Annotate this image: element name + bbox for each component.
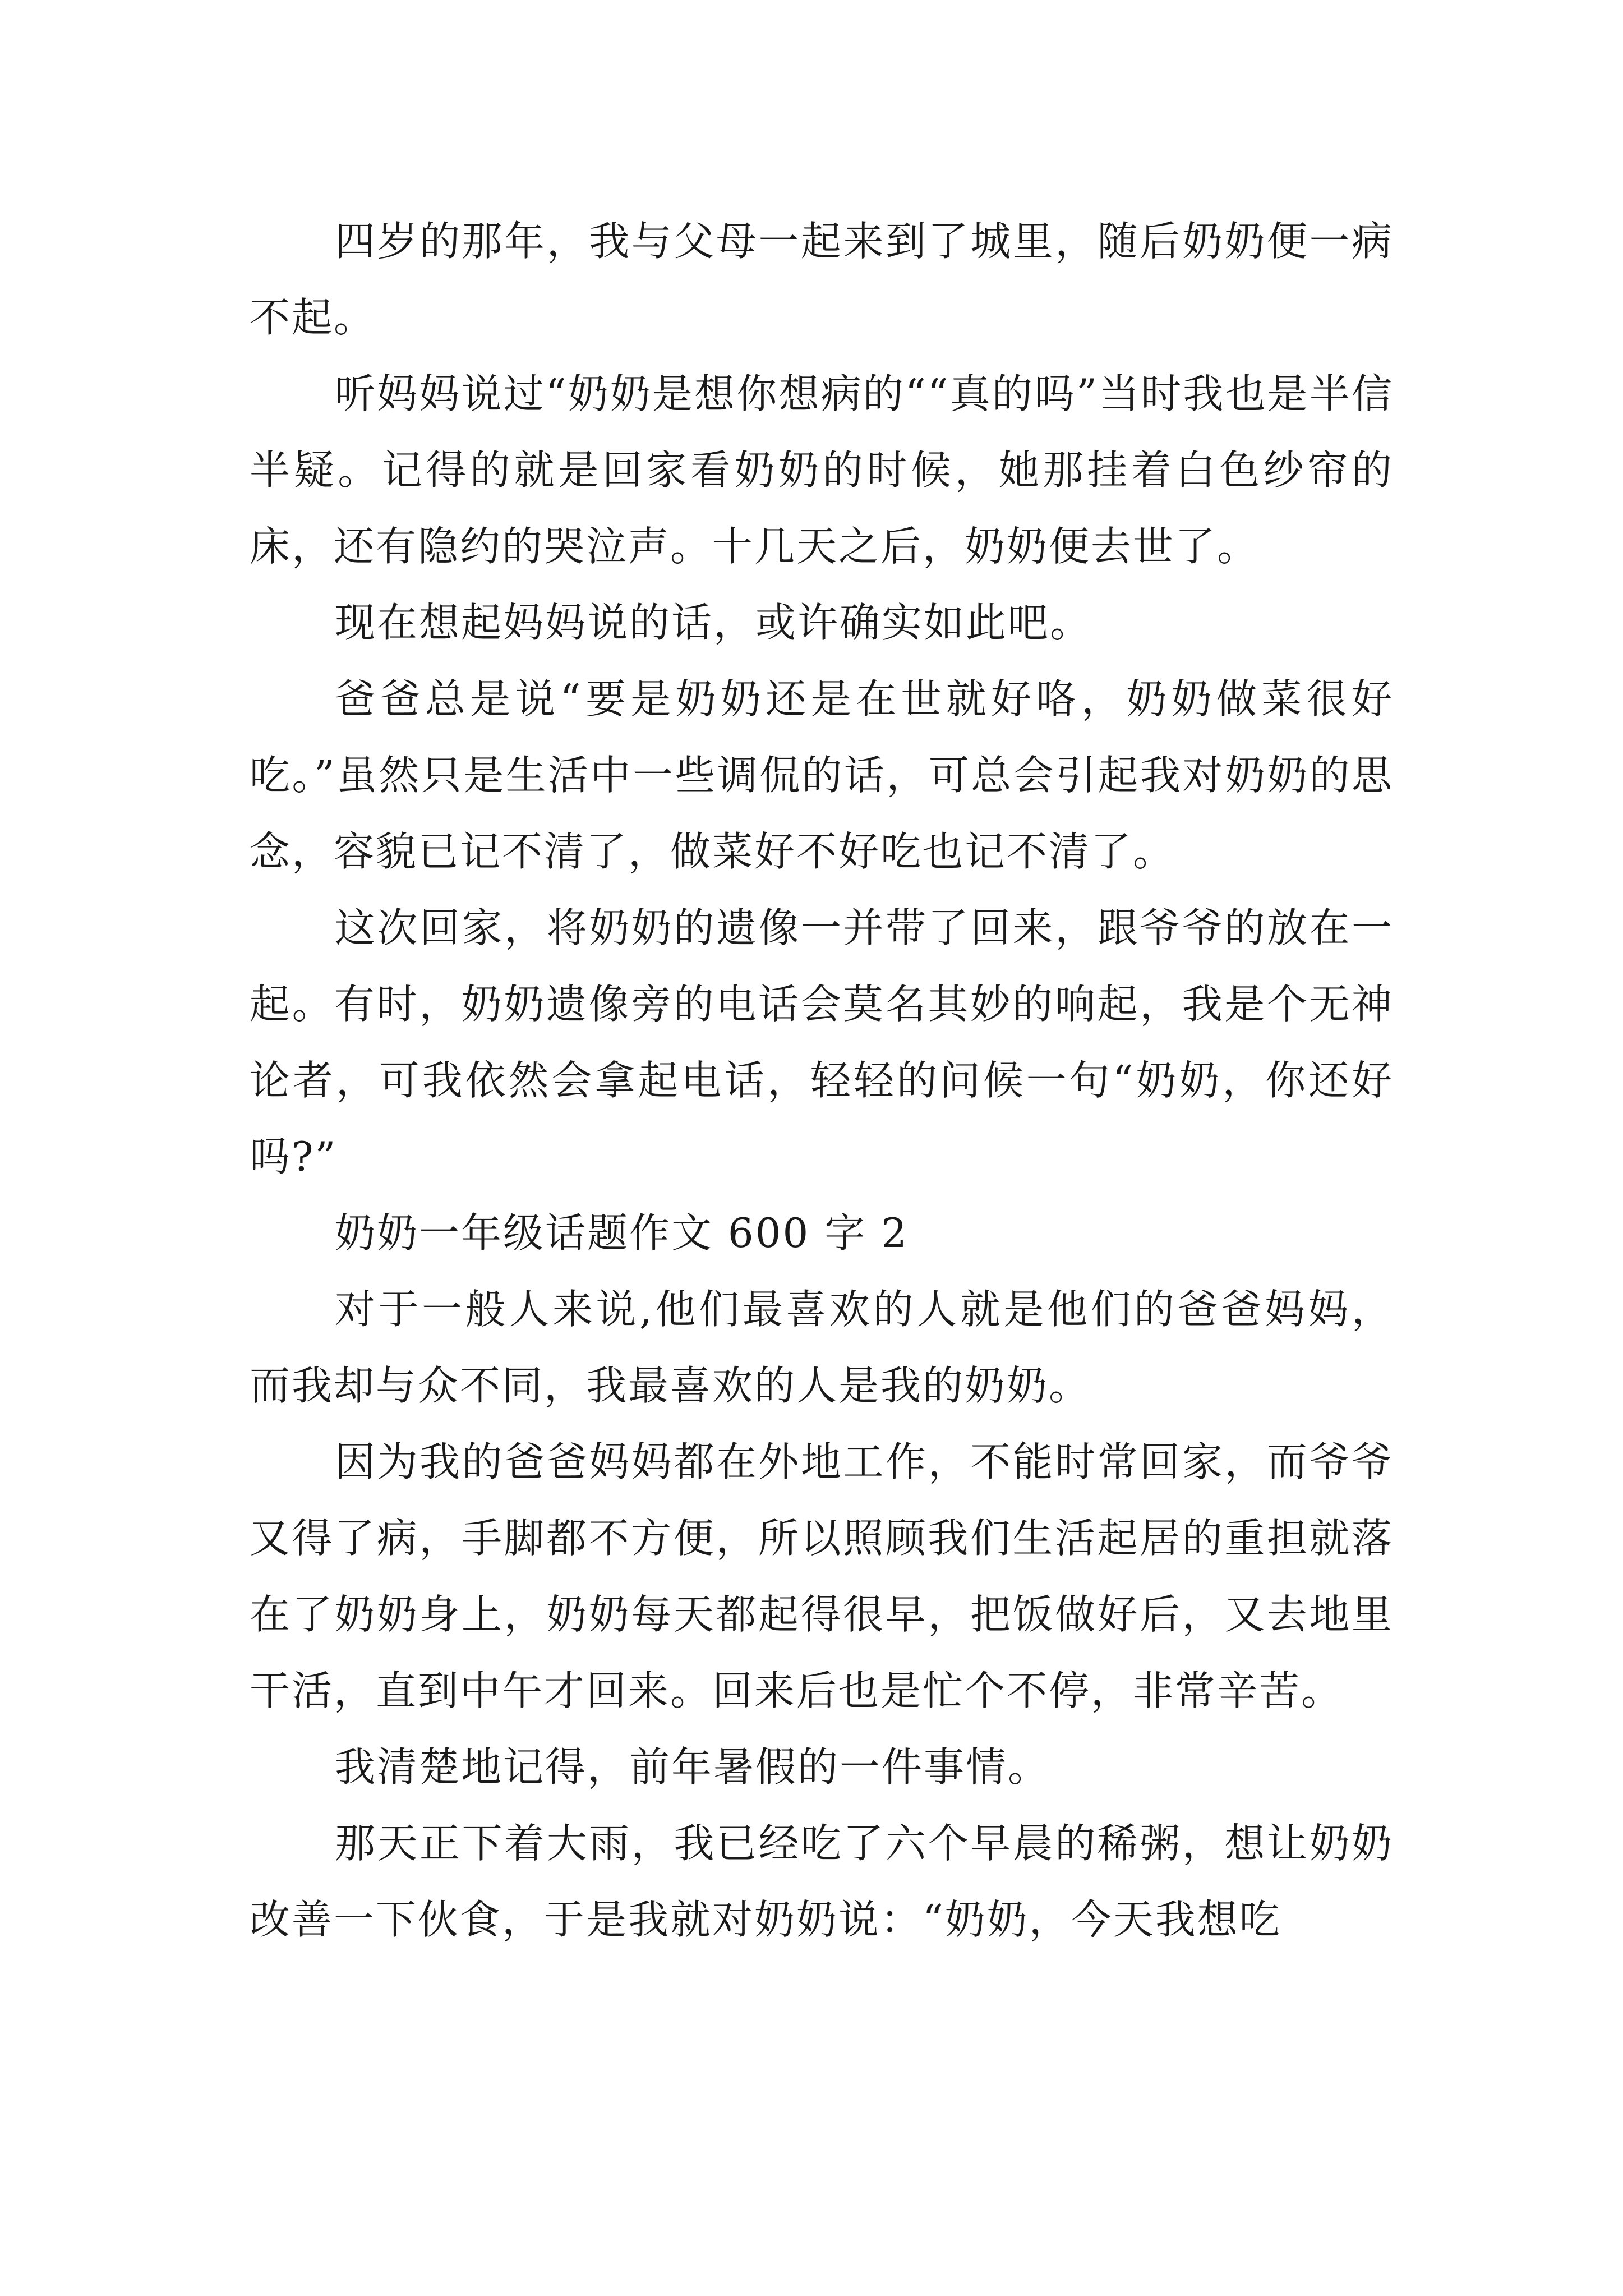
paragraph: 这次回家，将奶奶的遗像一并带了回来，跟爷爷的放在一起。有时，奶奶遗像旁的电话会莫名其妙的响起，我是个无神论者，可我依然会拿起电话，轻轻的问候一句“奶奶，你还好吗?” [250,904,1394,1180]
paragraph: 四岁的那年，我与父母一起来到了城里，随后奶奶便一病不起。 [250,218,1394,341]
paragraph: 对于一般人来说,他们最喜欢的人就是他们的爸爸妈妈，而我却与众不同，我最喜欢的人是我的奶奶。 [250,1286,1394,1409]
paragraph: 听妈妈说过“奶奶是想你想病的““真的吗”当时我也是半信半疑。记得的就是回家看奶奶的时候，她那挂着白色纱帘的床，还有隐约的哭泣声。十几天之后，奶奶便去世了。 [250,370,1394,570]
paragraph: 现在想起妈妈说的话，或许确实如此吧。 [335,599,1092,646]
paragraph: 因为我的爸爸妈妈都在外地工作，不能时常回家，而爷爷又得了病，手脚都不方便，所以照顾我们生活起居的重担就落在了奶奶身上，奶奶每天都起得很早，把饭做好后，又去地里干活，直到中午才回来。回来后也是忙个不停，非常辛苦。 [250,1438,1394,1714]
paragraph: 爸爸总是说“要是奶奶还是在世就好咯，奶奶做菜很好吃。”虽然只是生活中一些调侃的话，可总会引起我对奶奶的思念，容貌已记不清了，做菜好不好吃也记不清了。 [250,675,1394,875]
paragraph: 我清楚地记得，前年暑假的一件事情。 [335,1743,1050,1791]
paragraph: 那天正下着大雨，我已经吃了六个早晨的稀粥，想让奶奶改善一下伙食，于是我就对奶奶说：“奶奶，今天我想吃 [250,1820,1394,1943]
section-heading: 奶奶一年级话题作文 600 字 2 [335,1209,909,1257]
document-body [250,203,1394,1958]
